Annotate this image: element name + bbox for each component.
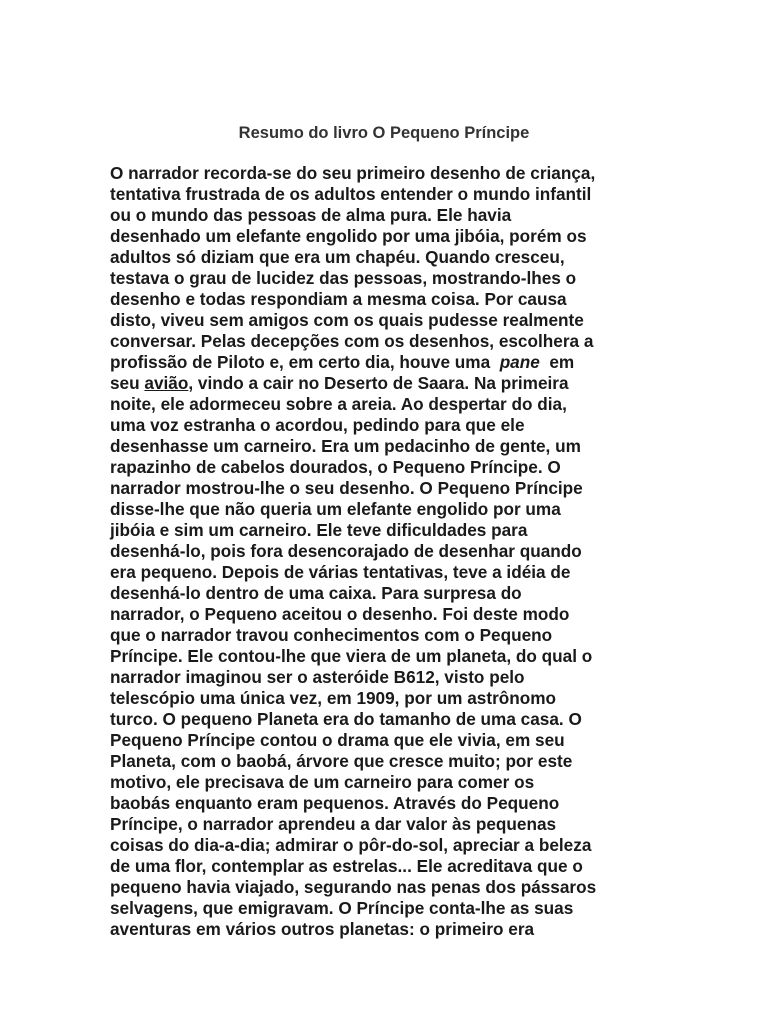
body-line: turco. O pequeno Planeta era do tamanho de uma casa. O xyxy=(110,709,582,729)
body-line: rapazinho de cabelos dourados, o Pequeno Príncipe. O xyxy=(110,457,561,477)
body-line: motivo, ele precisava de um carneiro para comer os xyxy=(110,772,535,792)
body-line: coisas do dia-a-dia; admirar o pôr-do-sol, apreciar a beleza xyxy=(110,835,592,855)
body-line xyxy=(110,373,662,394)
body-line xyxy=(110,352,662,373)
document-body xyxy=(110,163,662,940)
body-line: disse-lhe que não queria um elefante engolido por uma xyxy=(110,499,561,519)
body-line: narrador mostrou-lhe o seu desenho. O Pequeno Príncipe xyxy=(110,478,583,498)
body-line: Pequeno Príncipe contou o drama que ele vivia, em seu xyxy=(110,730,565,750)
body-line: uma voz estranha o acordou, pedindo para que ele xyxy=(110,415,525,435)
body-line: baobás enquanto eram pequenos. Através do Pequeno xyxy=(110,793,560,813)
body-text: em xyxy=(539,352,575,372)
body-line: de uma flor, contemplar as estrelas... Ele acreditava que o xyxy=(110,856,583,876)
body-line: tentativa frustrada de os adultos entender o mundo infantil xyxy=(110,184,592,204)
body-line: jibóia e sim um carneiro. Ele teve dificuldades para xyxy=(110,520,528,540)
body-line: desenhado um elefante engolido por uma jibóia, porém os xyxy=(110,226,587,246)
underlined-word-aviao: avião xyxy=(144,373,189,393)
body-text: profissão de Piloto e, em certo dia, houve uma xyxy=(110,352,500,372)
body-line: era pequeno. Depois de várias tentativas, teve a idéia de xyxy=(110,562,571,582)
body-text: seu xyxy=(110,373,145,393)
body-line: ou o mundo das pessoas de alma pura. Ele havia xyxy=(110,205,512,225)
document-title: Resumo do livro O Pequeno Príncipe xyxy=(238,124,530,142)
body-line: conversar. Pelas decepções com os desenhos, escolhera a xyxy=(110,331,594,351)
body-line: Príncipe, o narrador aprendeu a dar valor às pequenas xyxy=(110,814,557,834)
body-line: disto, viveu sem amigos com os quais pudesse realmente xyxy=(110,310,584,330)
body-line: selvagens, que emigravam. O Príncipe conta-lhe as suas xyxy=(110,898,574,918)
body-line: narrador imaginou ser o asteróide B612, visto pelo xyxy=(110,667,525,687)
body-line: narrador, o Pequeno aceitou o desenho. Foi deste modo xyxy=(110,604,570,624)
body-line: desenho e todas respondiam a mesma coisa. Por causa xyxy=(110,289,567,309)
body-line: Planeta, com o baobá, árvore que cresce muito; por este xyxy=(110,751,573,771)
body-line: testava o grau de lucidez das pessoas, mostrando-lhes o xyxy=(110,268,577,288)
body-line: desenhá-lo, pois fora desencorajado de desenhar quando xyxy=(110,541,582,561)
body-line: adultos só diziam que era um chapéu. Quando cresceu, xyxy=(110,247,565,267)
body-text: , vindo a cair no Deserto de Saara. Na primeira xyxy=(188,373,569,393)
body-line: telescópio uma única vez, em 1909, por um astrônomo xyxy=(110,688,557,708)
italic-word-pane: pane xyxy=(499,352,540,372)
body-line: desenhá-lo dentro de uma caixa. Para surpresa do xyxy=(110,583,522,603)
body-line: O narrador recorda-se do seu primeiro desenho de criança, xyxy=(110,163,596,183)
body-line: noite, ele adormeceu sobre a areia. Ao despertar do dia, xyxy=(110,394,567,414)
body-line: que o narrador travou conhecimentos com o Pequeno xyxy=(110,625,553,645)
body-line: pequeno havia viajado, segurando nas penas dos pássaros xyxy=(110,877,597,897)
body-line: Príncipe. Ele contou-lhe que viera de um planeta, do qual o xyxy=(110,646,593,666)
body-line: aventuras em vários outros planetas: o primeiro era xyxy=(110,919,535,939)
body-line: desenhasse um carneiro. Era um pedacinho de gente, um xyxy=(110,436,581,456)
